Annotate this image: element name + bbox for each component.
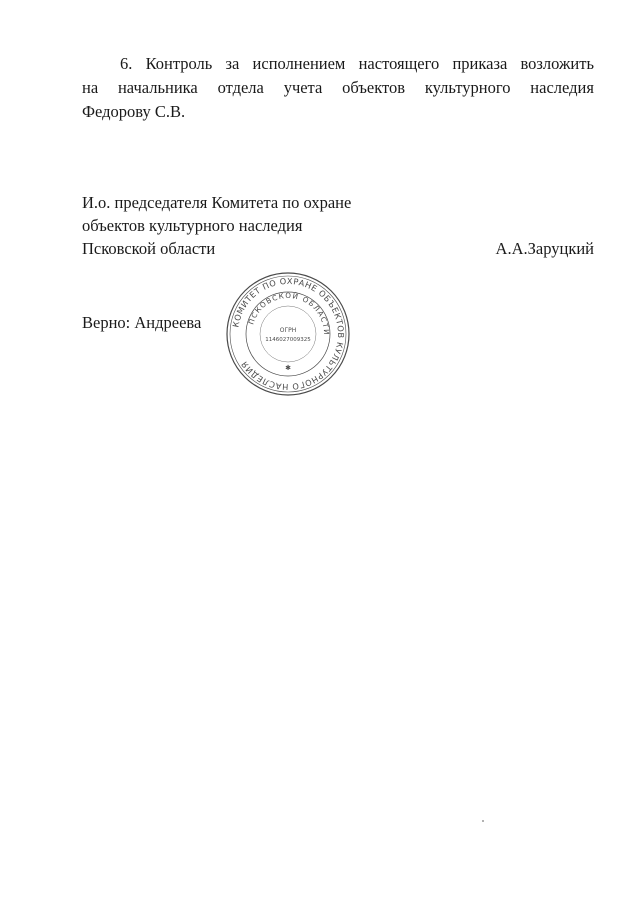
word: объектов [342,78,406,97]
position-text: Псковской области [82,239,216,258]
signature-position-line-1 [82,191,594,214]
word: отдела [217,78,264,97]
seal-center-text-2: 1146027009325 [265,337,311,343]
verno-line: Верно: Андреева [82,313,202,332]
word: возложить [520,54,594,73]
word: исполнением [252,54,346,73]
seal-inner-text: ПСКОВСКОЙ ОБЛАСТИ [246,290,332,336]
word: на [82,78,99,97]
seal-icon [224,270,352,398]
word: Контроль [145,54,213,73]
seal-outer-text: КОМИТЕТ ПО ОХРАНЕ ОБЪЕКТОВ КУЛЬТУРНОГО НАСЛЕДИЯ [230,275,347,393]
position-text: И.о. председателя Комитета по охране [82,193,352,212]
signatory-name: А.А.Заруцкий [495,239,594,258]
word: приказа [452,54,508,73]
paragraph-line-1 [82,52,594,76]
signature-block [82,191,594,260]
word: культурного [424,78,511,97]
signature-position-line-2 [82,214,594,237]
official-seal-stamp [224,270,352,398]
word: 6. [120,54,133,73]
seal-star-icon: ✱ [285,364,291,372]
word: наследия [530,78,594,97]
position-text: объектов культурного наследия [82,216,303,235]
word: учета [283,78,323,97]
seal-center-text-1: ОГРН [279,327,297,334]
word: начальника [117,78,198,97]
word: настоящего [358,54,440,73]
paragraph-6 [82,52,594,124]
scan-speck [482,820,484,822]
paragraph-line-3 [82,100,594,124]
paragraph-line-2 [82,76,594,100]
word: за [225,54,240,73]
signature-position-line-3 [82,237,594,260]
responsible-person: Федорову С.В. [82,102,186,121]
